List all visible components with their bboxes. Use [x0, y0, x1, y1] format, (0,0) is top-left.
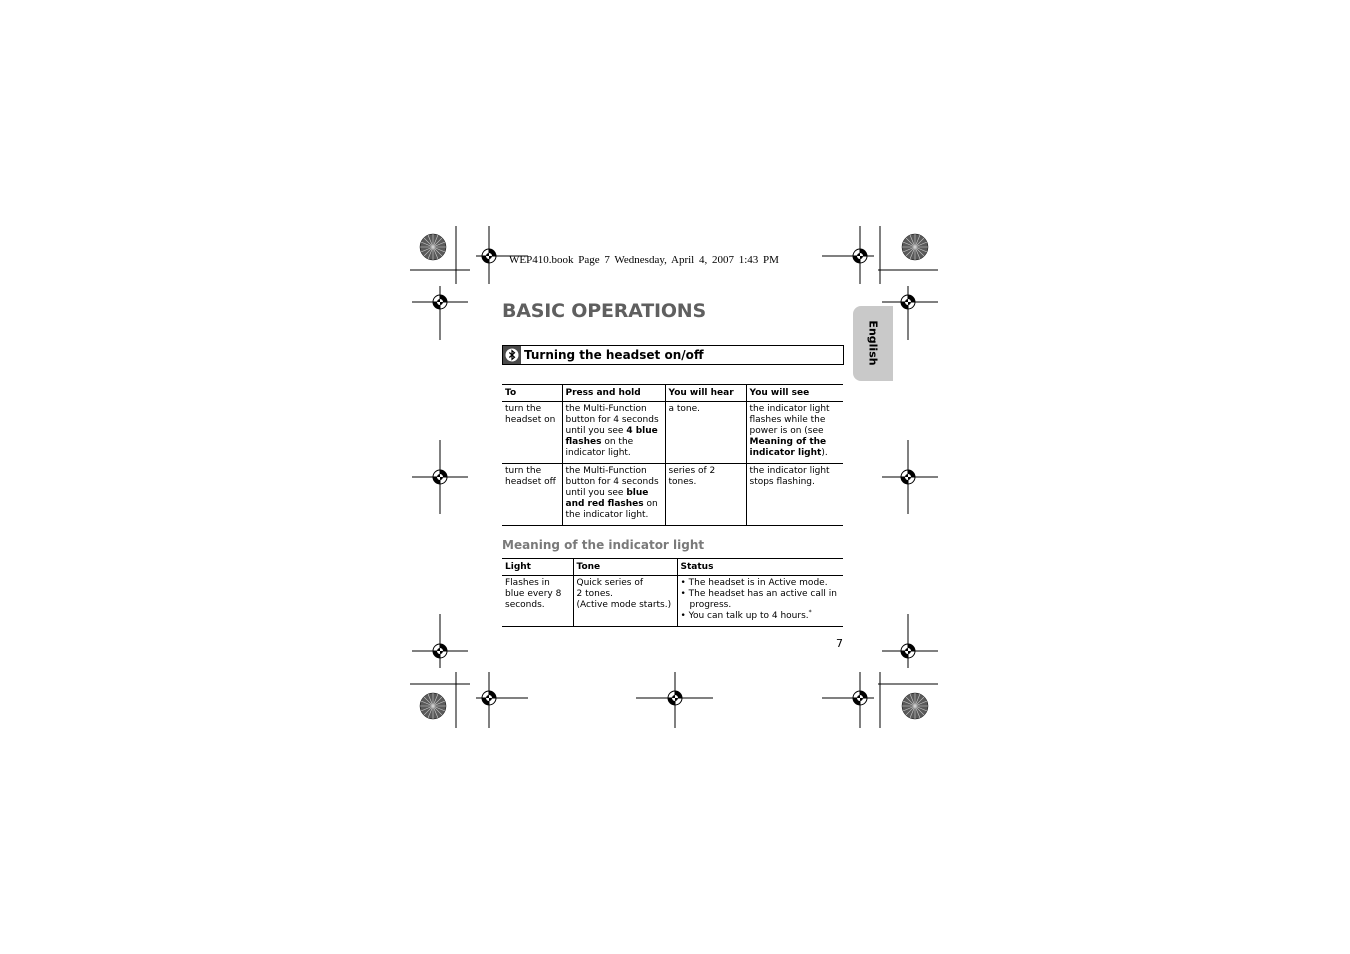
column-header: To: [502, 385, 562, 402]
column-header: You will hear: [665, 385, 746, 402]
table-cell: the indicator light flashes while the power is on (see Meaning of the indicator light).: [746, 402, 843, 464]
column-header: Light: [502, 559, 573, 576]
registration-mark-icon: [901, 644, 915, 658]
registration-mark-icon: [853, 691, 867, 705]
table-cell: the Multi-Function button for 4 seconds until you see blue and red flashes on the indicator light.: [562, 464, 665, 526]
registration-mark-icon: [433, 295, 447, 309]
table-cell: series of 2 tones.: [665, 464, 746, 526]
table-row: [502, 464, 843, 526]
color-bar-wheel-icon: [902, 234, 928, 260]
footnote-mark: *: [808, 609, 812, 616]
column-header: Press and hold: [562, 385, 665, 402]
column-header: Status: [677, 559, 843, 576]
color-bar-wheel-icon: [420, 693, 446, 719]
language-tab-label: English: [866, 320, 880, 366]
color-bar-wheel-icon: [420, 234, 446, 260]
table-row: [502, 402, 843, 464]
table-header-row: [502, 559, 843, 576]
table-cell: the Multi-Function button for 4 seconds until you see 4 blue flashes on the indicator light.: [562, 402, 665, 464]
section-heading-bar: [502, 345, 844, 365]
status-bullet: • The headset is in Active mode.: [680, 578, 828, 588]
language-tab: [853, 306, 893, 381]
registration-mark-icon: [433, 470, 447, 484]
section-title: Turning the headset on/off: [524, 348, 704, 362]
table-row: [502, 576, 843, 627]
registration-mark-icon: [901, 295, 915, 309]
on-off-table: [502, 384, 843, 526]
column-header: Tone: [573, 559, 677, 576]
registration-mark-icon: [482, 691, 496, 705]
registration-mark-icon: [901, 470, 915, 484]
table-cell: [677, 576, 843, 627]
table-cell: Flashes in blue every 8 seconds.: [502, 576, 573, 627]
indicator-light-table: [502, 558, 843, 627]
registration-mark-icon: [668, 691, 682, 705]
book-header: WEP410.book Page 7 Wednesday, April 4, 2007 1:43 PM: [509, 254, 779, 266]
table-cell: turn the headset off: [502, 464, 562, 526]
table-cell: Quick series of 2 tones. (Active mode starts.): [573, 576, 677, 627]
registration-mark-icon: [482, 249, 496, 263]
table-header-row: [502, 385, 843, 402]
page-number: 7: [836, 637, 843, 650]
status-bullet: • You can talk up to 4 hours.*: [680, 609, 812, 621]
table-cell: the indicator light stops flashing.: [746, 464, 843, 526]
column-header: You will see: [746, 385, 843, 402]
table-cell: a tone.: [665, 402, 746, 464]
bluetooth-icon: [503, 346, 521, 364]
registration-mark-icon: [433, 644, 447, 658]
status-bullet: • The headset has an active call in progress.: [680, 589, 837, 610]
page-title: BASIC OPERATIONS: [502, 300, 706, 322]
registration-mark-icon: [853, 249, 867, 263]
subheading: Meaning of the indicator light: [502, 538, 705, 552]
color-bar-wheel-icon: [902, 693, 928, 719]
table-cell: turn the headset on: [502, 402, 562, 464]
